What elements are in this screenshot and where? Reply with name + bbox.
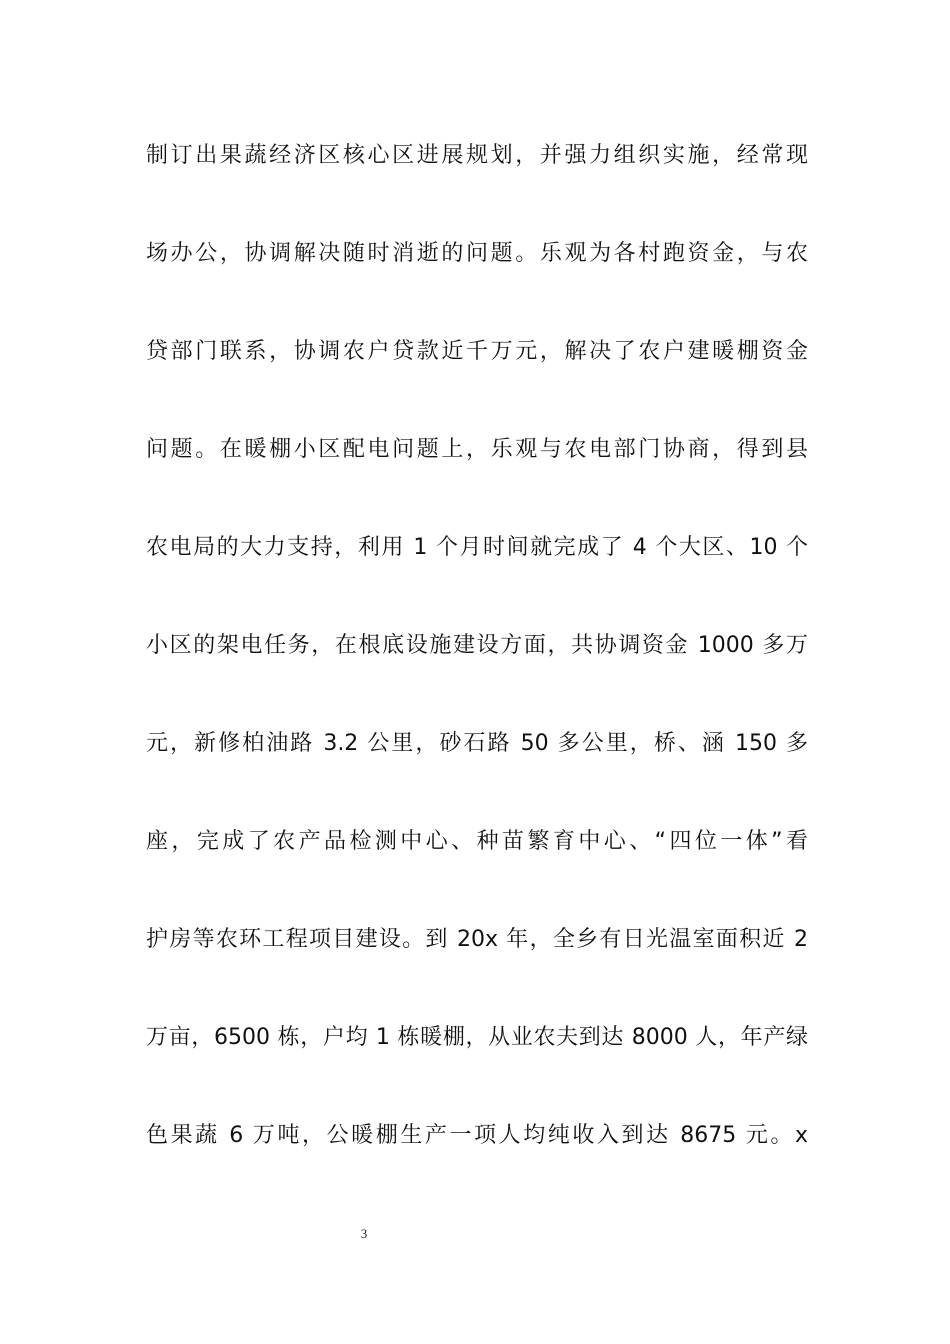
text-line: 护房等农环工程项目建设。到 20x 年，全乡有日光温室面积近 2 (146, 927, 808, 952)
text-line: 座，完成了农产品检测中心、种苗繁育中心、“四位一体”看 (146, 829, 808, 854)
text-line: 问题。在暖棚小区配电问题上，乐观与农电部门协商，得到县 (146, 437, 808, 462)
text-line: 场办公，协调解决随时消逝的问题。乐观为各村跑资金，与农 (146, 241, 808, 266)
text-line: 小区的架电任务，在根底设施建设方面，共协调资金 1000 多万 (146, 633, 808, 658)
text-line: 贷部门联系，协调农户贷款近千万元，解决了农户建暖棚资金 (146, 339, 808, 364)
page-number: 3 (360, 1226, 368, 1241)
text-line: 万亩，6500 栋，户均 1 栋暖棚，从业农夫到达 8000 人，年产绿 (146, 1025, 808, 1050)
text-line: 制订出果蔬经济区核心区进展规划，并强力组织实施，经常现 (146, 143, 808, 168)
text-line: 农电局的大力支持，利用 1 个月时间就完成了 4 个大区、10 个 (146, 535, 808, 560)
text-line: 色果蔬 6 万吨，公暖棚生产一项人均纯收入到达 8675 元。x (146, 1123, 808, 1148)
body-text (146, 128, 808, 1206)
text-line: 元，新修柏油路 3.2 公里，砂石路 50 多公里，桥、涵 150 多 (146, 731, 808, 756)
